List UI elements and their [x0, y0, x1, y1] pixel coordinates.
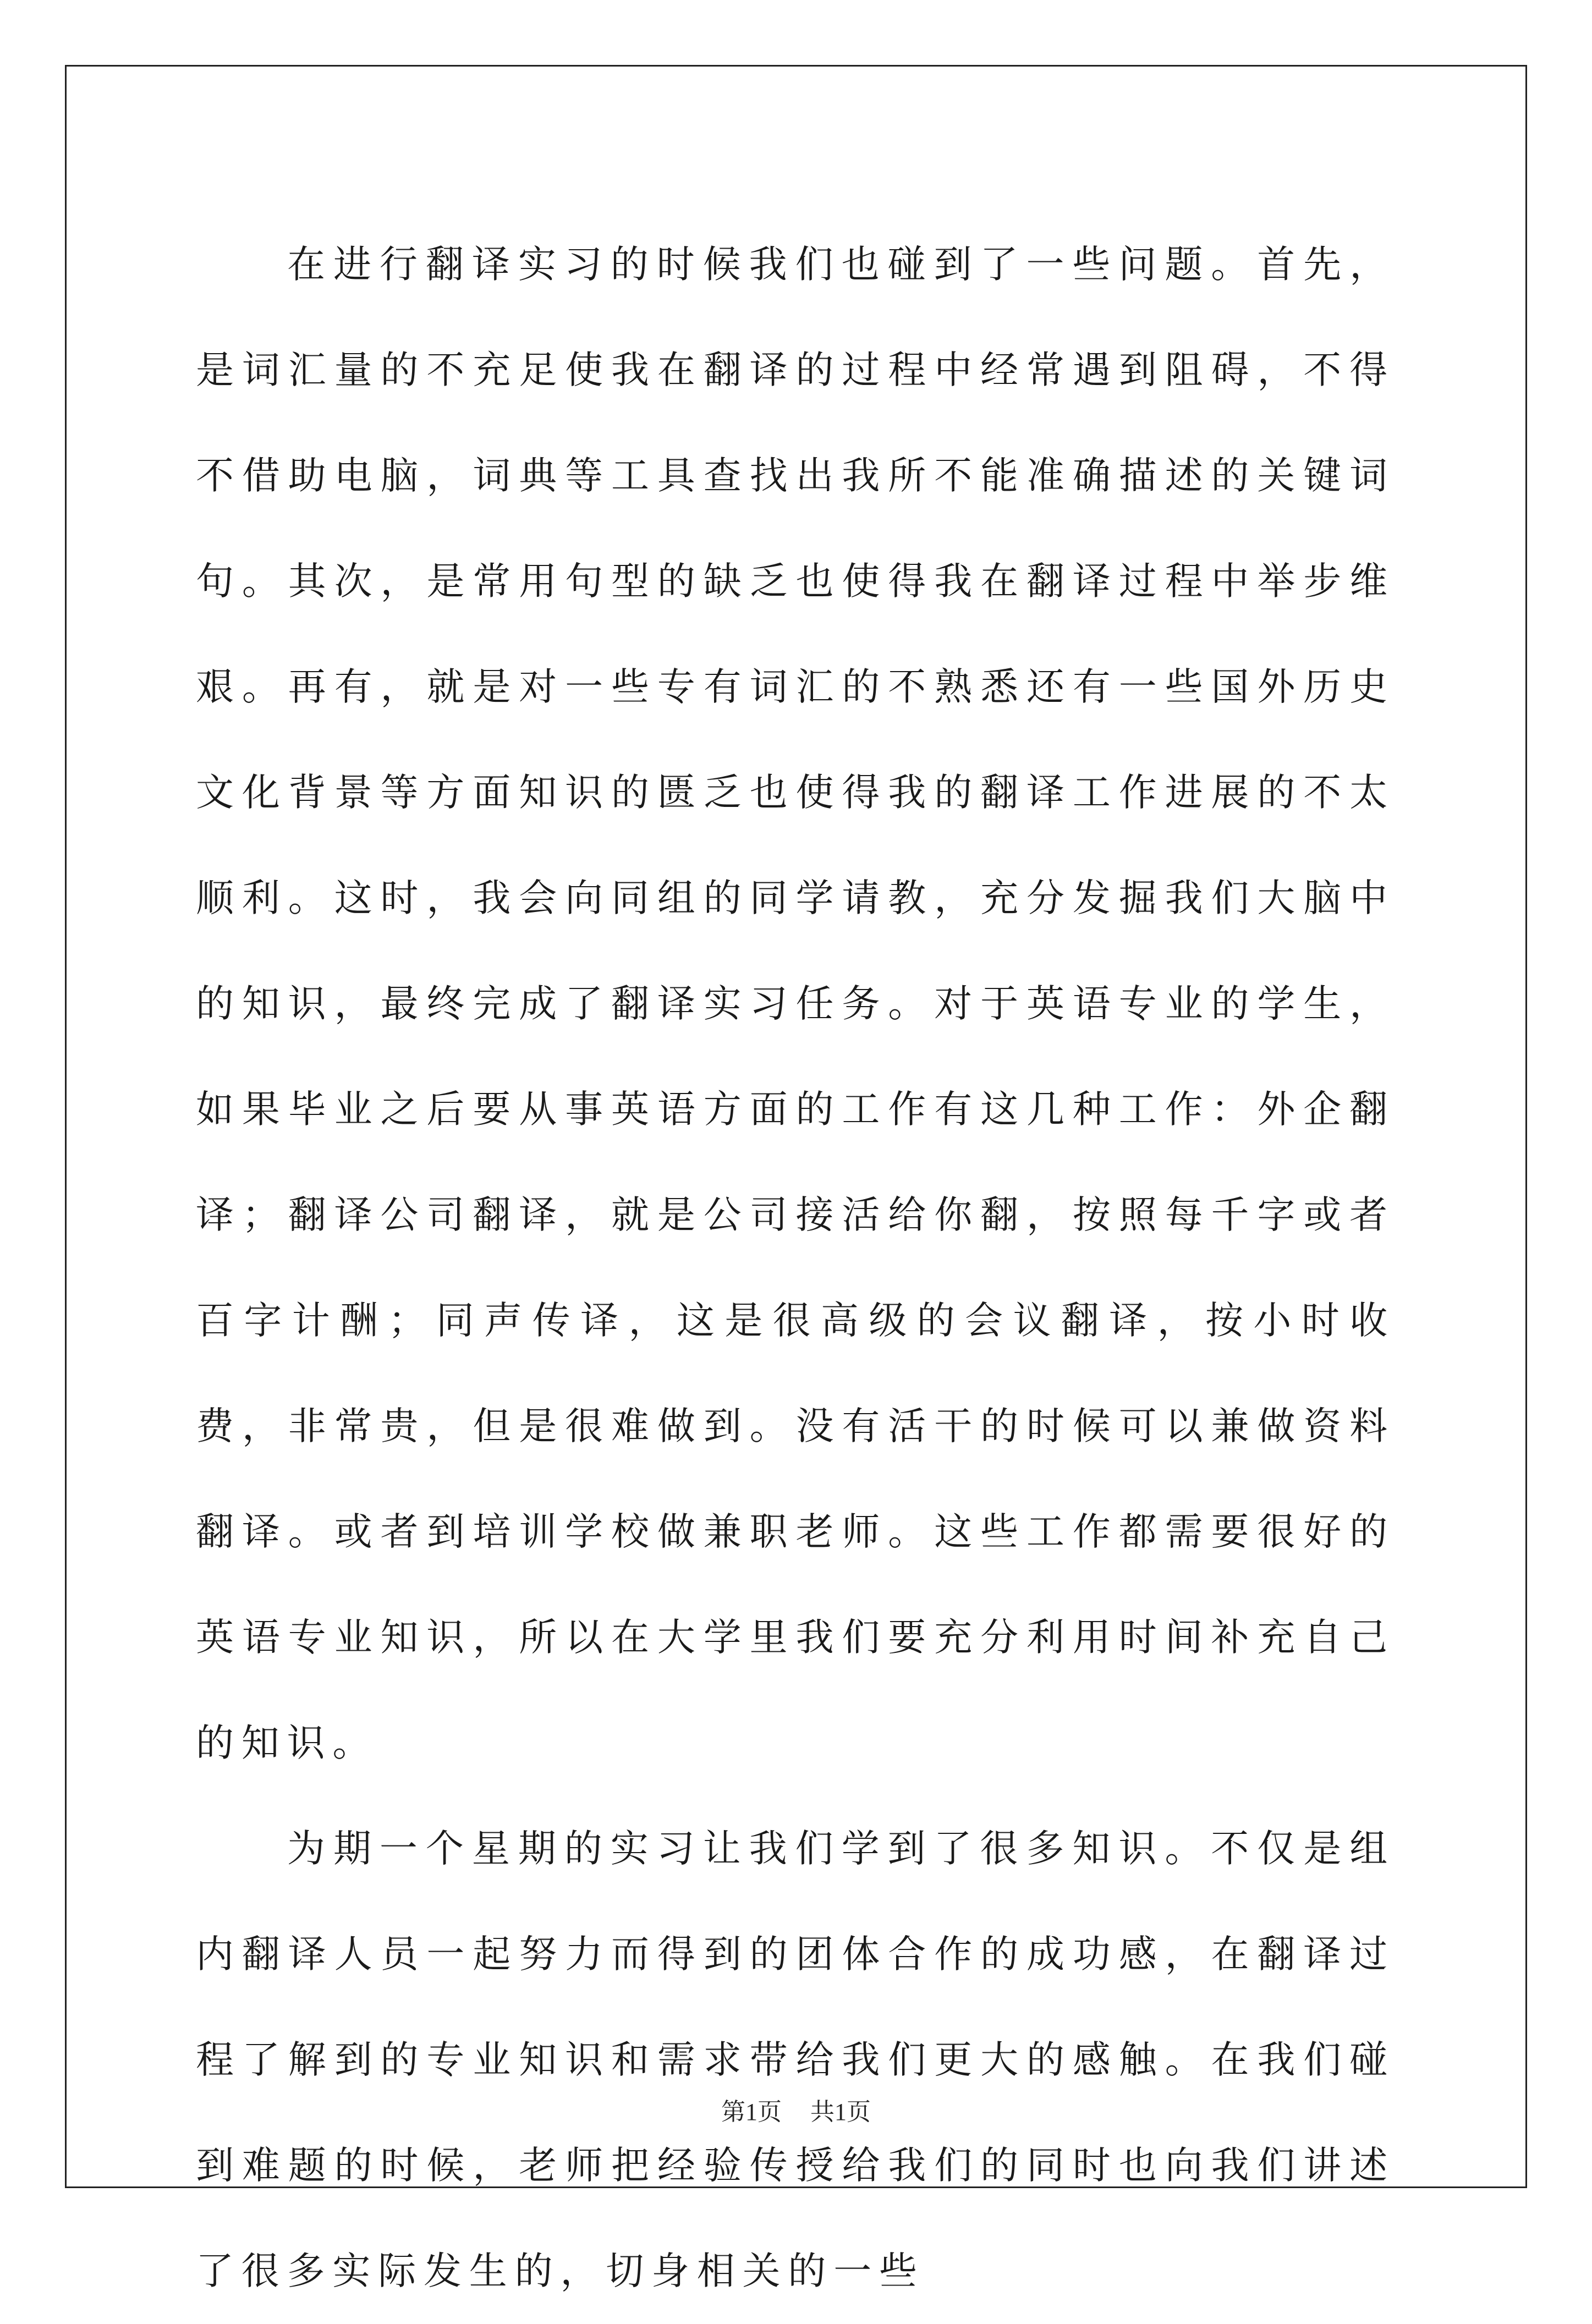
paragraph-2: 为期一个星期的实习让我们学到了很多知识。不仅是组内翻译人员一起努力而得到的团体合作的成功感，在翻译过程了解到的专业知识和需求带给我们更大的感触。在我们碰到难题的时候，老师把经验传授给我们的同时也向我们讲述了很多实际发生的，切身相关的一些: [196, 1827, 1395, 2293]
page-total: 共1页: [810, 2098, 871, 2125]
paragraph-1: 在进行翻译实习的时候我们也碰到了一些问题。首先，是词汇量的不充足使我在翻译的过程中经常遇到阻碍，不得不借助电脑，词典等工具查找出我所不能准确描述的关键词句。其次，是常用句型的缺乏也使得我在翻译过程中举步维艰。再有，就是对一些专有词汇的不熟悉还有一些国外历史文化背景等方面知识的匮乏也使得我的翻译工作进展的不太顺利。这时，我会向同组的同学请教，充分发掘我们大脑中的知识，最终完成了翻译实习任务。对于英语专业的学生，如果毕业之后要从事英语方面的工作有这几种工作：外企翻译；翻译公司翻译，就是公司接活给你翻，按照每千字或者百字计酬；同声传译，这是很高级的会议翻译，按小时收费，非常贵，但是很难做到。没有活干的时候可以兼做资料翻译。或者到培训学校做兼职老师。这些工作都需要很好的英语专业知识，所以在大学里我们要充分利用时间补充自己的知识。: [196, 243, 1395, 1765]
page-number: 第1页: [721, 2098, 782, 2125]
document-body: [196, 212, 1395, 2324]
page-footer: [0, 2092, 1592, 2127]
